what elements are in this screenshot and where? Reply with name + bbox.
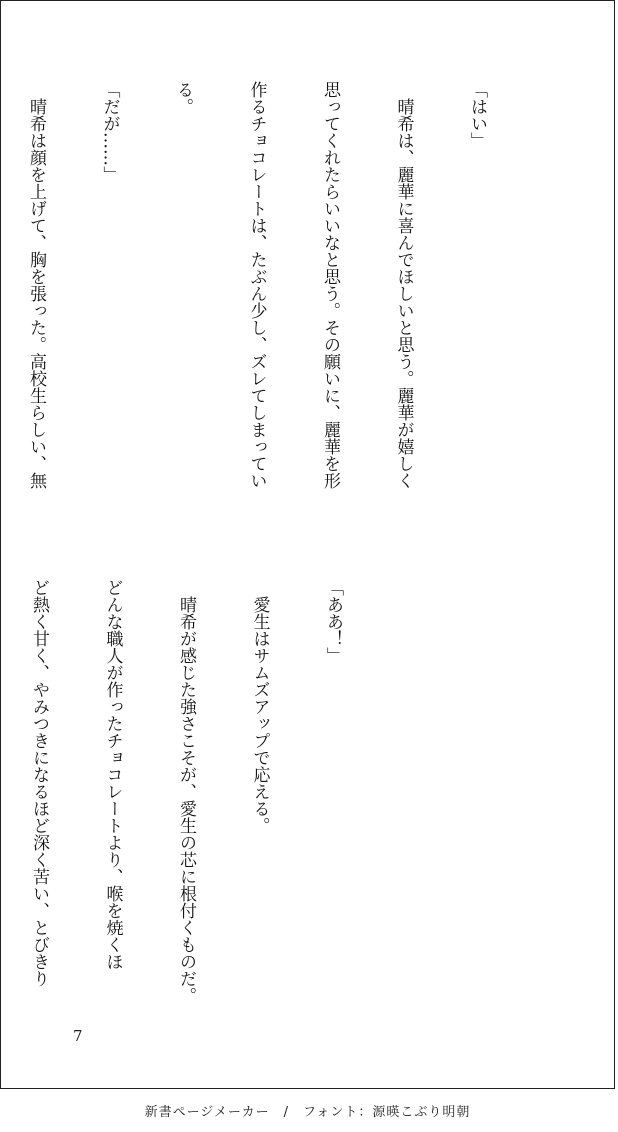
top-text-block xyxy=(0,81,538,511)
footer-caption: 新書ページメーカー / フォント：源暎こぶり明朝 xyxy=(144,1105,471,1120)
text-column: どんな職人が作ったチョコレートより、喉を焼くほ xyxy=(102,579,123,970)
bottom-text-block xyxy=(0,579,394,1009)
text-column: ど熱く甘く、やみつきになるほど深く苦い、とびきり xyxy=(29,579,49,987)
text-column: 「ああ！」 xyxy=(323,579,343,664)
text-column: 晴希は顔を上げて、胸を張った。高校生らしい、無 xyxy=(26,81,46,489)
page-number: 7 xyxy=(73,1027,83,1045)
text-column: 作るチョコレートは、たぶん少し、ズレてしまってい xyxy=(246,81,267,489)
text-column: 「だが……」 xyxy=(99,81,120,183)
text-column: 愛生はサムズアップで応える。 xyxy=(249,579,270,834)
text-column: 晴希が感じた強さこそが、愛生の芯に根付くものだ。 xyxy=(176,579,196,1004)
text-column: 思ってくれたらいいなと思う。その願いに、麗華を形 xyxy=(320,81,340,489)
text-column: 「はい」 xyxy=(467,81,487,149)
text-column: 晴希は、麗華に喜んでほしいと思う。麗華が嬉しく xyxy=(393,81,414,489)
text-column: る。 xyxy=(173,81,193,115)
